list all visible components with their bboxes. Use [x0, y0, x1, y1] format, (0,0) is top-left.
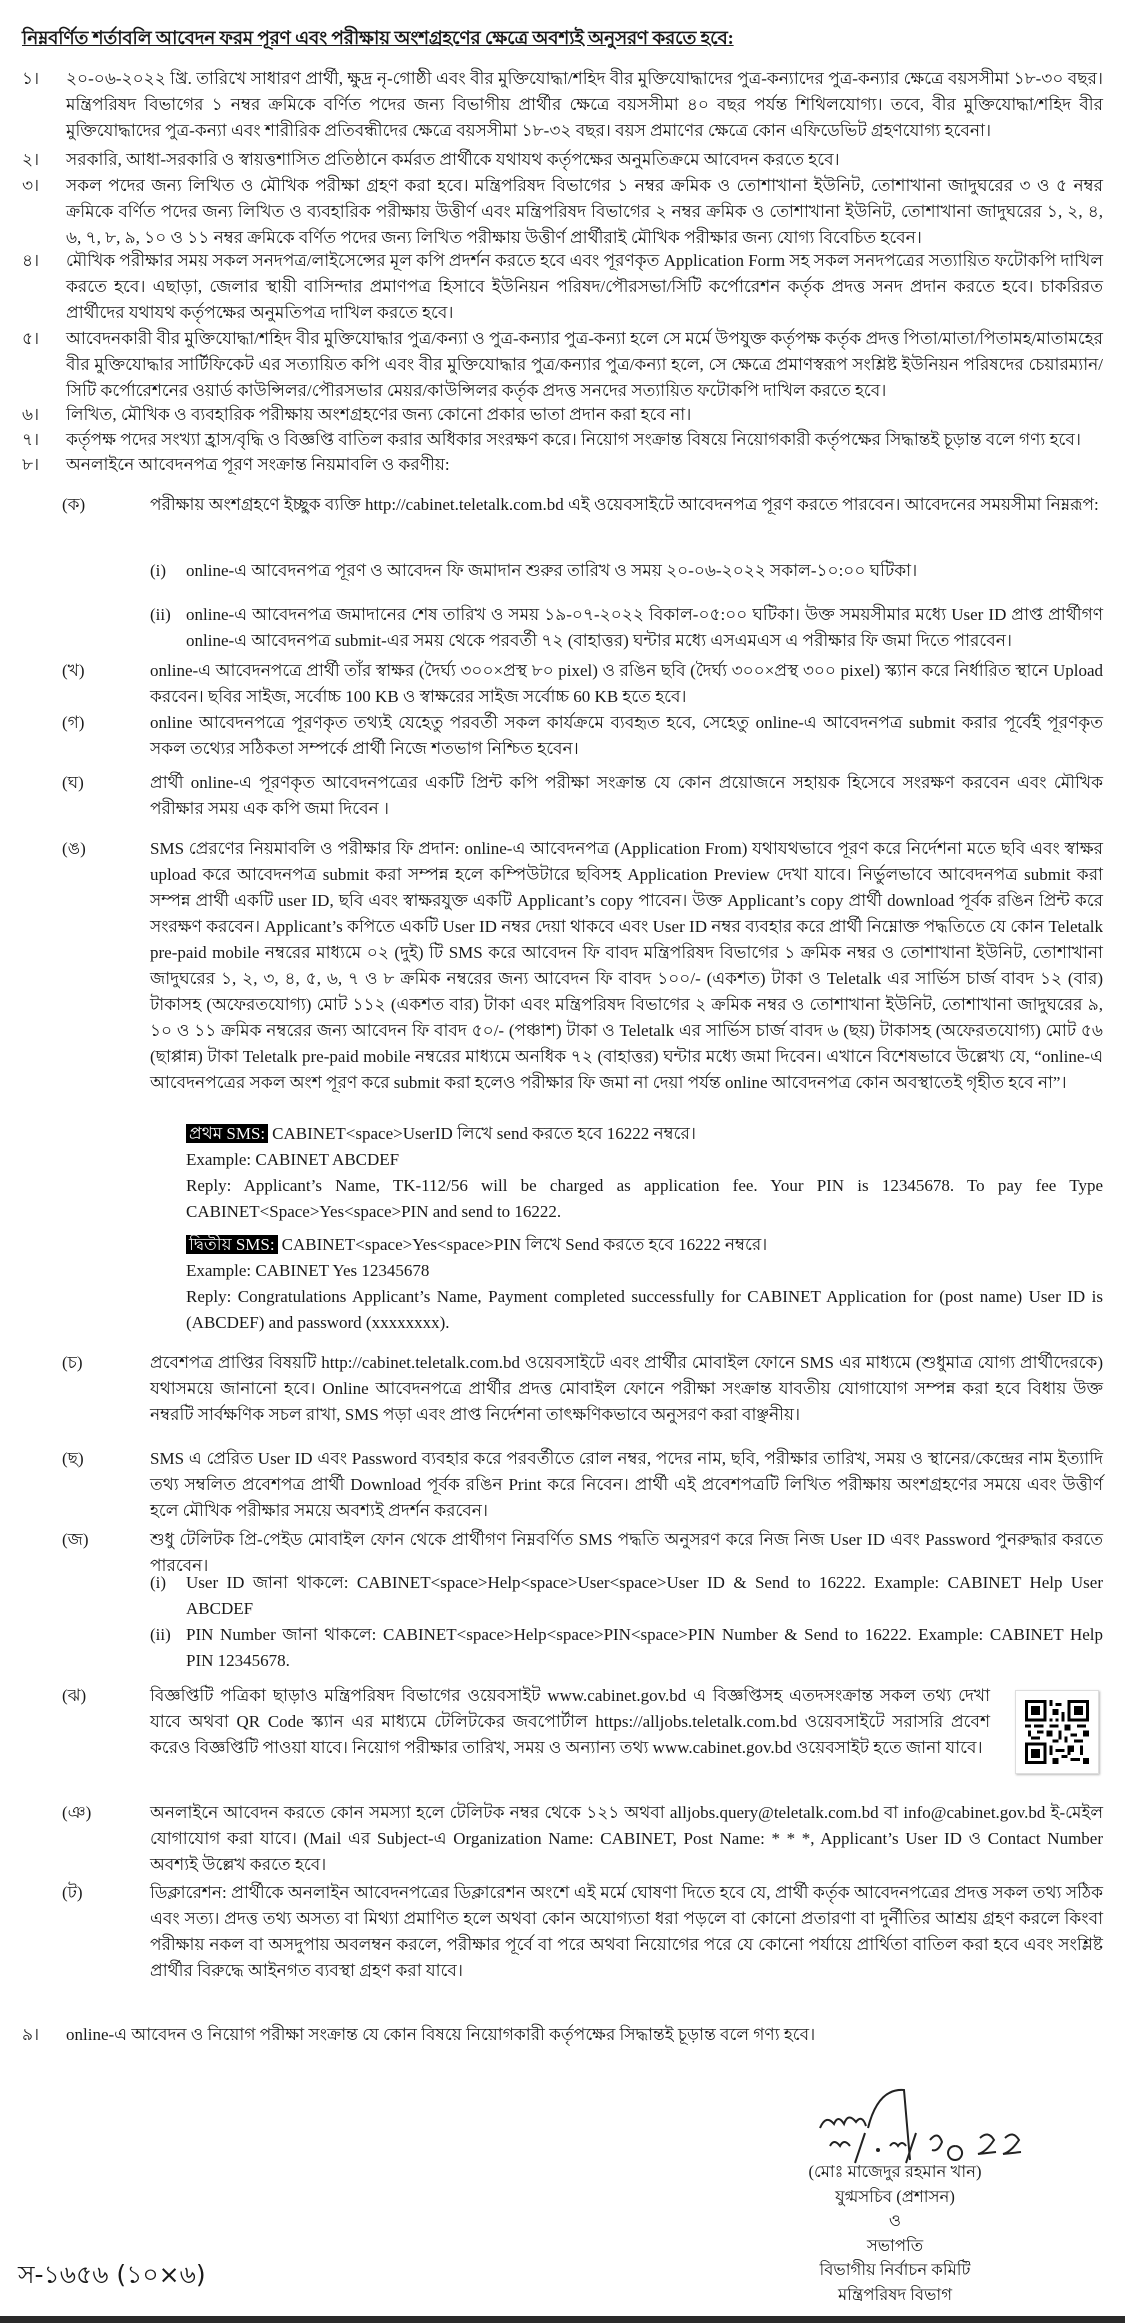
item-text: মৌখিক পরীক্ষার সময় সকল সনদপত্র/লাইসেন্সের মূল কপি প্রদর্শন করতে হবে এবং পূরণকৃত Application Form সহ সকল সনদপত্রের সত্যায়িত ফটোকপি দাখিল করতে হবে। এছাড়া, জেলার স্থায়ী বাসিন্দার প্রমাণপত্র হিসাবে ইউনিয়ন পরিষদ/পৌরসভা/সিটি কর্পোরেশন কর্তৃক প্রদত্ত সনদ প্রদান করতে হবে। চাকরিরত প্রার্থীদের যথাযথ কর্তৃপক্ষের অনুমতিপত্র দাখিল করতে হবে।: [66, 251, 1103, 322]
item-number: ৮।: [22, 455, 40, 474]
item-text: আবেদনকারী বীর মুক্তিযোদ্ধা/শহিদ বীর মুক্তিযোদ্ধার পুত্র/কন্যা ও পুত্র-কন্যার পুত্র-কন্যা হলে সে মর্মে উপযুক্ত কর্তৃপক্ষ কর্তৃক প্রদত্ত পিতা/মাতা/পিতামহ/মাতামহের বীর মুক্তিযোদ্ধার সার্টিফিকেট এর সত্যায়িত কপি এবং বীর মুক্তিযোদ্ধার পুত্র/কন্যার পুত্র/কন্যা হলে, সে ক্ষেত্রে প্রমাণস্বরূপ সংশ্লিষ্ট ইউনিয়ন পরিষদের চেয়ারম্যান/সিটি কর্পোরেশনের ওয়ার্ড কাউন্সিলর/পৌরসভার মেয়র/কাউন্সিলর কর্তৃক প্রদত্ত সনদের সত্যায়িত ফটোকপি দাখিল করতে হবে।: [66, 329, 1103, 400]
sub-item-label: (খ): [62, 661, 85, 680]
item-text: অনলাইনে আবেদনপত্র পূরণ সংক্রান্ত নিয়মাবলি ও করণীয়:: [66, 455, 450, 474]
sub-item-text: online-এ আবেদনপত্রে প্রার্থী তাঁর স্বাক্ষর (দৈর্ঘ্য ৩০০×প্রস্থ ৮০ pixel) ও রঙিন ছবি (দৈর্ঘ্য ৩০০×প্রস্থ ৩০০ pixel) স্ক্যান করে নির্ধারিত স্থানে Upload করবেন। ছবির সাইজ, সর্বোচ্চ 100 KB ও স্বাক্ষরের সাইজ সর্বোচ্চ 60 KB হতে হবে।: [150, 661, 1103, 706]
sub-item-text: online আবেদনপত্রে পূরণকৃত তথ্যই যেহেতু পরবর্তী সকল কার্যক্রমে ব্যবহৃত হবে, সেহেতু online-এ আবেদনপত্র submit করার পূর্বেই পূরণকৃত সকল তথ্যের সঠিকতা সম্পর্কে প্রার্থী নিজে শতভাগ নিশ্চিত হবেন।: [150, 713, 1103, 758]
roman-label: (i): [150, 561, 167, 580]
sub-item-label: (ঝ): [62, 1686, 87, 1705]
item-number: ৭।: [22, 430, 40, 449]
item-text: online-এ আবেদন ও নিয়োগ পরীক্ষা সংক্রান্ত যে কোন বিষয়ে নিয়োগকারী কর্তৃপক্ষের সিদ্ধান্তই চূড়ান্ত বলে গণ্য হবে।: [66, 2025, 816, 2044]
page-heading: নিম্নবর্ণিত শর্তাবলি আবেদন ফরম পূরণ এবং পরীক্ষায় অংশগ্রহণের ক্ষেত্রে অবশ্যই অনুসরণ করতে হবে:: [22, 29, 734, 49]
sub-item-label: (ক): [62, 495, 86, 514]
sub-item-text: প্রবেশপত্র প্রাপ্তির বিষয়টি http://cabinet.teletalk.com.bd ওয়েবসাইটে এবং প্রার্থীর মোবাইল ফোনে SMS এর মাধ্যমে (শুধুমাত্র যোগ্য প্রার্থীদেরকে) যথাসময়ে জানানো হবে। Online আবেদনপত্রে প্রার্থীর প্রদত্ত মোবাইল ফোনে পরীক্ষা সংক্রান্ত যাবতীয় যোগাযোগ সম্পন্ন করা হবে বিধায় উক্ত নম্বরটি সার্বক্ষণিক সচল রাখা, SMS পড়া এবং প্রাপ্ত নির্দেশনা তাৎক্ষণিকভাবে অনুসরণ করা বাঞ্ছনীয়।: [150, 1353, 1103, 1424]
sms-first-tag: প্রথম SMS:: [186, 1124, 268, 1143]
item-text: সকল পদের জন্য লিখিত ও মৌখিক পরীক্ষা গ্রহণ করা হবে। মন্ত্রিপরিষদ বিভাগের ১ নম্বর ক্রমিক ও তোশাখানা ইউনিট, তোশাখানা জাদুঘরের ৩ ও ৫ নম্বর ক্রমিকে বর্ণিত পদের জন্য লিখিত ও ব্যবহারিক পরীক্ষায় উত্তীর্ণ এবং মন্ত্রিপরিষদ বিভাগের ২ নম্বর ক্রমিক ও তোশাখানা ইউনিট, তোশাখানা জাদুঘরের ১, ২, ৪, ৬, ৭, ৮, ৯, ১০ ও ১১ নম্বর ক্রমিকে বর্ণিত পদের জন্য লিখিত পরীক্ষায় উত্তীর্ণ প্রার্থীরাই মৌখিক পরীক্ষার জন্য যোগ্য বিবেচিত হবেন।: [66, 176, 1103, 247]
sub-item-label: (ট): [62, 1883, 83, 1902]
sub-item-label: (ঞ): [62, 1803, 92, 1822]
item-text: সরকারি, আধা-সরকারি ও স্বায়ত্তশাসিত প্রতিষ্ঠানে কর্মরত প্রার্থীকে যথাযথ কর্তৃপক্ষের অনুমতিক্রমে আবেদন করতে হবে।: [66, 150, 840, 169]
item-number: ৫।: [22, 329, 40, 348]
item-text: লিখিত, মৌখিক ও ব্যবহারিক পরীক্ষায় অংশগ্রহণের জন্য কোনো প্রকার ভাতা প্রদান করা হবে না।: [66, 405, 692, 424]
item-number: ২।: [22, 150, 40, 169]
sms-first-block: [186, 1121, 1103, 1225]
signature-block: [775, 2160, 1015, 2307]
signatory-designation: যুগ্মসচিব (প্রশাসন): [835, 2186, 955, 2206]
roman-label: (i): [150, 1573, 167, 1592]
signatory-role: সভাপতি: [866, 2235, 924, 2255]
signatory-conjunction: ও: [888, 2211, 902, 2230]
sub-item-label: (গ): [62, 713, 85, 732]
item-number: ৬।: [22, 405, 40, 424]
sub-item-label: (ঘ): [62, 773, 84, 792]
sub-item-label: (চ): [62, 1353, 83, 1372]
sub-item-text: পরীক্ষায় অংশগ্রহণে ইচ্ছুক ব্যক্তি http://cabinet.teletalk.com.bd এই ওয়েবসাইটে আবেদনপত্র পূরণ করতে পারবেন। আবেদনের সময়সীমা নিম্নরূপ:: [150, 495, 1099, 514]
sub-item-text: বিজ্ঞপ্তিটি পত্রিকা ছাড়াও মন্ত্রিপরিষদ বিভাগের ওয়েবসাইট www.cabinet.gov.bd এ বিজ্ঞপ্তিসহ এতদসংক্রান্ত সকল তথ্য দেখা যাবে অথবা QR Code স্ক্যান এর মাধ্যমে টেলিটকের জবপোর্টাল https://alljobs.teletalk.com.bd ওয়েবসাইটে সরাসরি প্রবেশ করেও বিজ্ঞপ্তিটি পাওয়া যাবে। নিয়োগ পরীক্ষার তারিখ, সময় ও অন্যান্য তথ্য www.cabinet.gov.bd ওয়েবসাইট হতে জানা যাবে।: [150, 1686, 990, 1757]
roman-text: PIN Number জানা থাকলে: CABINET<space>Help<space>PIN<space>PIN Number & Send to 16222. Example: CABINET Help PIN 12345678.: [186, 1625, 1103, 1670]
qr-code[interactable]: [1015, 1690, 1099, 1774]
sms-second-tag: দ্বিতীয় SMS:: [186, 1235, 278, 1254]
signatory-committee: বিভাগীয় নির্বাচন কমিটি: [819, 2260, 971, 2279]
item-text: ২০-০৬-২০২২ খ্রি. তারিখে সাধারণ প্রার্থী, ক্ষুদ্র নৃ-গোষ্ঠী এবং বীর মুক্তিযোদ্ধা/শহিদ বীর মুক্তিযোদ্ধাদের পুত্র-কন্যাদের পুত্র-কন্যার ক্ষেত্রে বয়সসীমা ১৮-৩০ বছর। মন্ত্রিপরিষদ বিভাগের ১ নম্বর ক্রমিকে বর্ণিত পদের জন্য বিভাগীয় প্রার্থীর ক্ষেত্রে বয়সসীমা ৪০ বছর পর্যন্ত শিথিলযোগ্য। তবে, বীর মুক্তিযোদ্ধা/শহিদ বীর মুক্তিযোদ্ধাদের পুত্র-কন্যা এবং শারীরিক প্রতিবন্ধীদের ক্ষেত্রে বয়সসীমা ১৮-৩২ বছর। বয়স প্রমাণের ক্ষেত্রে কোন এফিডেভিট গ্রহণযোগ্য হবেনা।: [66, 69, 1103, 140]
item-number: ৪।: [22, 251, 40, 270]
sub-item-text: শুধু টেলিটক প্রি-পেইড মোবাইল ফোন থেকে প্রার্থীগণ নিম্নবর্ণিত SMS পদ্ধতি অনুসরণ করে নিজ নিজ User ID এবং Password পুনরুদ্ধার করতে পারবেন।: [150, 1530, 1103, 1575]
item-number: ১।: [22, 69, 40, 88]
sub-item-text: প্রার্থী online-এ পূরণকৃত আবেদনপত্রের একটি প্রিন্ট কপি পরীক্ষা সংক্রান্ত যে কোন প্রয়োজনে সহায়ক হিসেবে সংরক্ষণ করবেন এবং মৌখিক পরীক্ষার সময় এক কপি জমা দিবেন ।: [150, 773, 1103, 818]
sms-second-reply: Reply: Congratulations Applicant’s Name, Payment completed successfully for CABINET Application for (post name) User ID is (ABCDEF) and password (xxxxxxxx).: [186, 1287, 1103, 1332]
roman-text: User ID জানা থাকলে: CABINET<space>Help<space>User<space>User ID & Send to 16222. Example: CABINET Help User ABCDEF: [186, 1573, 1103, 1618]
sub-item-text: ডিক্লারেশন: প্রার্থীকে অনলাইন আবেদনপত্রের ডিক্লারেশন অংশে এই মর্মে ঘোষণা দিতে হবে যে, প্রার্থী কর্তৃক আবেদনপত্রের প্রদত্ত সকল তথ্য সঠিক এবং সত্য। প্রদত্ত তথ্য অসত্য বা মিথ্যা প্রমাণিত হলে অথবা কোন অযোগ্যতা ধরা পড়লে বা কোনো প্রতারণা বা দুর্নীতির আশ্রয় গ্রহণ করলে কিংবা পরীক্ষায় নকল বা অসদুপায় অবলম্বন করলে, পরীক্ষার পূর্বে বা পরে অথবা নিয়োগের পরে যে কোনো পর্যায়ে প্রার্থিতা বাতিল করা হবে এবং সংশ্লিষ্ট প্রার্থীর বিরুদ্ধে আইনগত ব্যবস্থা গ্রহণ করা যাবে।: [150, 1883, 1103, 1980]
item-number: ৩।: [22, 176, 40, 195]
sms-second-block: [186, 1232, 1103, 1336]
bottom-border: [0, 2316, 1125, 2323]
sub-item-text: অনলাইনে আবেদন করতে কোন সমস্যা হলে টেলিটক নম্বর থেকে ১২১ অথবা alljobs.query@teletalk.com.bd বা info@cabinet.gov.bd ই-মেইল যোগাযোগ করা যাবে। (Mail এর Subject-এ Organization Name: CABINET, Post Name: * * *, Applicant’s User ID ও Contact Number অবশ্যই উল্লেখ করতে হবে।: [150, 1803, 1103, 1874]
sms-second-example: Example: CABINET Yes 12345678: [186, 1261, 430, 1280]
sms-first-reply: Reply: Applicant’s Name, TK-112/56 will be charged as application fee. Your PIN is 12345678. To pay fee Type CABINET<Space>Yes<space>PIN and send to 16222.: [186, 1176, 1103, 1221]
item-number: ৯।: [22, 2025, 40, 2044]
sub-item-label: (ছ): [62, 1449, 84, 1468]
signature-icon: [790, 2088, 1110, 2168]
roman-text: online-এ আবেদনপত্র পূরণ ও আবেদন ফি জমাদান শুরুর তারিখ ও সময় ২০-০৬-২০২২ সকাল-১০:০০ ঘটিকা।: [186, 561, 918, 580]
handwritten-signature: [790, 2088, 1110, 2168]
sub-item-text: SMS প্রেরণের নিয়মাবলি ও পরীক্ষার ফি প্রদান: online-এ আবেদনপত্র (Application From) যথাযথভাবে পূরণ করে নির্দেশনা মতে ছবি এবং স্বাক্ষর upload করে আবেদনপত্র submit করা সম্পন্ন হলে কম্পিউটারে ছবিসহ Application Preview দেখা যাবে। নির্ভুলভাবে আবেদনপত্র submit করা সম্পন্ন প্রার্থী একটি user ID, ছবি এবং স্বাক্ষরযুক্ত একটি Applicant’s copy পাবেন। উক্ত Applicant’s copy প্রার্থী download পূর্বক রঙিন প্রিন্ট করে সংরক্ষণ করবেন। Applicant’s কপিতে একটি User ID নম্বর দেয়া থাকবে এবং User ID নম্বর ব্যবহার করে প্রার্থী নিম্নোক্ত পদ্ধতিতে যে কোন Teletalk pre-paid mobile নম্বরের মাধ্যমে ০২ (দুই) টি SMS করে আবেদন ফি বাবদ মন্ত্রিপরিষদ বিভাগের ১ ক্রমিক নম্বর ও তোশাখানা ইউনিট, তোশাখানা জাদুঘরের ১, ২, ৩, ৪, ৫, ৬, ৭ ও ৮ ক্রমিক নম্বরের জন্য আবেদন ফি বাবদ ১০০/- (একশত) টাকা ও Teletalk এর সার্ভিস চার্জ বাবদ ১২ (বার) টাকাসহ (অফেরতযোগ্য) মোট ১১২ (একশত বার) টাকা এবং মন্ত্রিপরিষদ বিভাগের ২ ক্রমিক নম্বর ও তোশাখানা ইউনিট, তোশাখানা জাদুঘরের ৯, ১০ ও ১১ ক্রমিক নম্বরের জন্য আবেদন ফি বাবদ ৫০/- (পঞ্চাশ) টাকা ও Teletalk এর সার্ভিস চার্জ বাবদ ৬ (ছয়) টাকাসহ (অফেরতযোগ্য) মোট ৫৬ (ছাপ্পান্ন) টাকা Teletalk pre-paid mobile নম্বরের মাধ্যমে অনধিক ৭২ (বাহাত্তর) ঘন্টার মধ্যে জমা দিবেন। এখানে বিশেষভাবে উল্লেখ্য যে, “online-এ আবেদনপত্রের সকল অংশ পূরণ করে submit করা হলেও পরীক্ষার ফি জমা না দেয়া পর্যন্ত online আবেদনপত্র কোন অবস্থাতেই গৃহীত হবে না”।: [150, 839, 1103, 1092]
sms-first-command: CABINET<space>UserID লিখে send করতে হবে 16222 নম্বরে।: [272, 1124, 696, 1143]
sms-first-example: Example: CABINET ABCDEF: [186, 1150, 400, 1169]
roman-label: (ii): [150, 605, 171, 624]
sub-item-label: (জ): [62, 1530, 89, 1549]
sms-second-command: CABINET<space>Yes<space>PIN লিখে Send করতে হবে 16222 নম্বরে।: [281, 1235, 768, 1254]
sub-item-label: (ঙ): [62, 839, 86, 858]
signatory-name: (মোঃ মাজেদুর রহমান খান): [808, 2162, 982, 2181]
signatory-division: মন্ত্রিপরিষদ বিভাগ: [837, 2284, 953, 2304]
memo-number: স-১৬৫৬ (১০×৬): [18, 2260, 206, 2289]
sub-item-text: SMS এ প্রেরিত User ID এবং Password ব্যবহার করে পরবর্তীতে রোল নম্বর, পদের নাম, ছবি, পরীক্ষার তারিখ, সময় ও স্থানের/কেন্দ্রের নাম ইত্যাদি তথ্য সম্বলিত প্রবেশপত্র প্রার্থী Download পূর্বক রঙিন Print করে নিবেন। প্রার্থী এই প্রবেশপত্রটি লিখিত পরীক্ষায় অংশগ্রহণের সময়ে এবং উত্তীর্ণ হলে মৌখিক পরীক্ষার সময়ে অবশ্যই প্রদর্শন করবেন।: [150, 1449, 1103, 1520]
roman-text: online-এ আবেদনপত্র জমাদানের শেষ তারিখ ও সময় ১৯-০৭-২০২২ বিকাল-০৫:০০ ঘটিকা। উক্ত সময়সীমার মধ্যে User ID প্রাপ্ত প্রার্থীগণ online-এ আবেদনপত্র submit-এর সময় থেকে পরবর্তী ৭২ (বাহাত্তর) ঘন্টার মধ্যে এসএমএস এ পরীক্ষার ফি জমা দিতে পারবেন।: [186, 605, 1103, 650]
item-text: কর্তৃপক্ষ পদের সংখ্যা হ্রাস/বৃদ্ধি ও বিজ্ঞপ্তি বাতিল করার অধিকার সংরক্ষণ করে। নিয়োগ সংক্রান্ত বিষয়ে নিয়োগকারী কর্তৃপক্ষের সিদ্ধান্তই চূড়ান্ত বলে গণ্য হবে।: [66, 430, 1081, 449]
qr-code-icon: [1025, 1700, 1089, 1764]
roman-label: (ii): [150, 1625, 171, 1644]
